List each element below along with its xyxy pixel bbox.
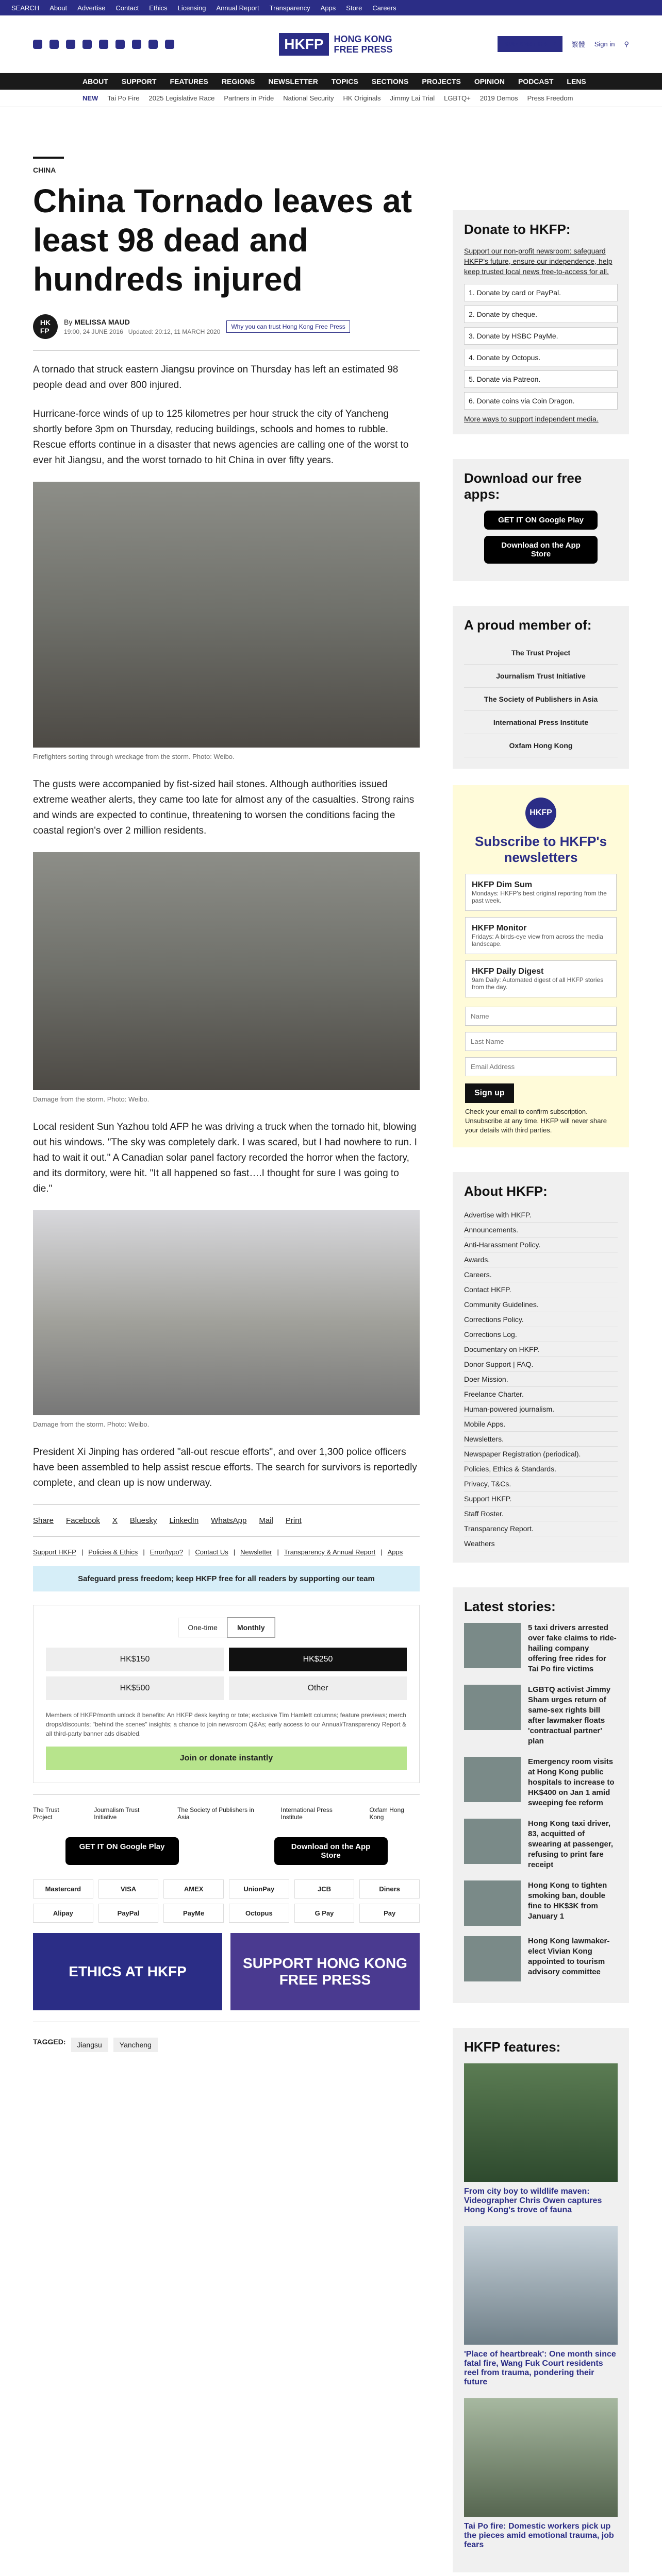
newsletter-option[interactable]: HKFP Monitor Fridays: A birds-eye view from across the media landscape. <box>465 917 617 954</box>
features-heading: HKFP features: <box>464 2039 561 2055</box>
image-caption: Firefighters sorting through wreckage from the storm. Photo: Weibo. <box>33 753 235 760</box>
about-link[interactable]: Policies, Ethics & Standards. <box>464 1462 618 1477</box>
safeguard-banner[interactable]: Safeguard press freedom; keep HKFP free for all readers by supporting our team <box>33 1566 420 1591</box>
new-label: NEW <box>82 94 98 102</box>
about-link[interactable]: Announcements. <box>464 1223 618 1238</box>
member-heading: A proud member of: <box>464 617 592 633</box>
payment-logo: G Pay <box>294 1904 355 1923</box>
share-link[interactable]: Bluesky <box>129 1516 157 1525</box>
share-link[interactable]: WhatsApp <box>211 1516 247 1525</box>
donate-method[interactable]: 3. Donate by HSBC PayMe. <box>464 327 618 345</box>
top-link[interactable]: Advertise <box>77 4 106 12</box>
member-list <box>464 641 618 757</box>
trust-link[interactable]: Why you can trust Hong Kong Free Press <box>226 320 350 333</box>
about-link[interactable]: Transparency Report. <box>464 1521 618 1536</box>
story-thumbnail <box>464 1936 521 1981</box>
about-list <box>464 1208 618 1551</box>
story-item[interactable]: Emergency room visits at Hong Kong public hospitals to increase to HK$400 on Jan 1 amid sweeping fee reform <box>464 1757 618 1808</box>
byline <box>33 314 420 339</box>
top-link[interactable]: Careers <box>372 4 396 12</box>
trending-bar <box>0 90 662 107</box>
tag[interactable]: Jiangsu <box>71 2038 108 2052</box>
nav-item[interactable]: TOPICS <box>331 77 358 86</box>
payment-logo: Mastercard <box>33 1879 93 1899</box>
main-nav <box>0 73 662 90</box>
about-link[interactable]: Contact HKFP. <box>464 1282 618 1297</box>
top-link[interactable]: Apps <box>320 4 336 12</box>
footer-link[interactable]: Policies & Ethics <box>88 1548 138 1556</box>
footer-link[interactable]: Support HKFP <box>33 1548 76 1556</box>
trend-link[interactable]: LGBTQ+ <box>444 94 471 102</box>
amount-option[interactable]: Other <box>229 1676 407 1700</box>
member-logo: Journalism Trust Initiative <box>94 1806 140 1821</box>
utility-links <box>498 36 629 52</box>
about-link[interactable]: Newsletters. <box>464 1432 618 1447</box>
footer-link[interactable]: Contact Us <box>195 1548 228 1556</box>
donate-heading: Donate to HKFP: <box>464 222 571 237</box>
app-store-badge[interactable]: Download on the App Store <box>274 1837 388 1865</box>
about-link[interactable]: Doer Mission. <box>464 1372 618 1387</box>
trend-link[interactable]: National Security <box>283 94 334 102</box>
latest-panel <box>453 1587 629 2003</box>
about-panel <box>453 1172 629 1563</box>
donate-widget <box>33 1605 420 1783</box>
payment-logo: JCB <box>294 1879 355 1899</box>
sidebar <box>453 107 629 2572</box>
feature-image[interactable] <box>464 2226 618 2345</box>
footer-link[interactable]: Newsletter <box>240 1548 272 1556</box>
paragraph: Local resident Sun Yazhou told AFP he was driving a truck when the tornado hit, blowing out his windows. "The sky was completely dark. I was scared, but I had nowhere to run. I had to wait it out." A Canadian solar panel factory recorded the horror when the factory, and its dormitory, were hit. "It all happened so fast….I thought for sure I was going to die." <box>33 1122 417 1194</box>
story-item[interactable]: 5 taxi drivers arrested over fake claims to ride-hailing company offering free rides for Tai Po fire victims <box>464 1623 618 1674</box>
footer-links: Support HKFP | Policies & Ethics | Error/typo? | Contact Us | Newsletter | Transparency & Annual Report | Apps <box>33 1548 403 1556</box>
signin-link[interactable]: Sign in <box>594 40 615 48</box>
site-logo[interactable] <box>279 33 392 56</box>
feature-image[interactable] <box>464 2063 618 2182</box>
story-thumbnail <box>464 1623 521 1668</box>
rss-icon[interactable] <box>165 40 174 49</box>
share-link[interactable]: Facebook <box>66 1516 100 1525</box>
bluesky-icon[interactable] <box>115 40 125 49</box>
payment-logo: Octopus <box>229 1904 289 1923</box>
payment-logo: Diners <box>359 1879 420 1899</box>
features-panel <box>453 2028 629 2572</box>
tag[interactable]: Yancheng <box>113 2038 158 2052</box>
story-item[interactable]: Hong Kong taxi driver, 83, acquitted of swearing at passenger, refusing to print fare receipt <box>464 1819 618 1870</box>
google-play-badge[interactable]: GET IT ON Google Play <box>65 1837 179 1865</box>
donate-methods <box>464 284 618 410</box>
top-link[interactable]: Licensing <box>177 4 206 12</box>
payment-logo: AMEX <box>163 1879 224 1899</box>
linkedin-icon[interactable] <box>99 40 108 49</box>
trend-link[interactable]: Jimmy Lai Trial <box>390 94 435 102</box>
nav-item[interactable]: OPINION <box>474 77 505 86</box>
about-link[interactable]: Privacy, T&Cs. <box>464 1477 618 1492</box>
story-thumbnail <box>464 1685 521 1730</box>
one-time-tab[interactable]: One-time <box>178 1618 227 1637</box>
hkfp-logo-icon: HKFP <box>525 798 556 828</box>
app-badges <box>33 1831 420 1871</box>
share-link[interactable]: Print <box>285 1516 302 1525</box>
trend-link[interactable]: 2025 Legislative Race <box>148 94 215 102</box>
story-item[interactable]: Hong Kong to tighten smoking ban, double fine to HK$3K from January 1 <box>464 1880 618 1926</box>
member-logo[interactable]: Oxfam Hong Kong <box>464 734 618 757</box>
member-logo[interactable]: International Press Institute <box>464 711 618 734</box>
divider <box>33 1794 420 1795</box>
member-logo: The Society of Publishers in Asia <box>177 1806 254 1821</box>
more-ways-link[interactable]: More ways to support independent media. <box>464 415 599 423</box>
divider <box>33 1536 420 1537</box>
story-item[interactable]: LGBTQ activist Jimmy Sham urges return of same-sex rights bill after lawmaker floats 'contractual partner' plan <box>464 1685 618 1747</box>
story-thumbnail <box>464 1819 521 1864</box>
top-utility-bar <box>0 0 662 15</box>
article-title: China Tornado leaves at least 98 dead and hundreds injured <box>33 182 412 298</box>
about-link[interactable]: Community Guidelines. <box>464 1297 618 1312</box>
last-name-field[interactable] <box>465 1032 617 1051</box>
divider <box>33 350 420 351</box>
member-logos-row <box>33 1806 420 1821</box>
donate-panel <box>453 210 629 434</box>
mail-icon[interactable] <box>148 40 158 49</box>
member-logo: International Press Institute <box>280 1806 333 1821</box>
support-banner[interactable]: SUPPORT HONG KONG FREE PRESS <box>230 1933 420 2010</box>
author-avatar: HK FP <box>33 314 58 339</box>
byline-text: By MELISSA MAUD 19:00, 24 JUNE 2016 Updated: 20:12, 11 MARCH 2020 <box>64 318 221 335</box>
about-link[interactable]: Newspaper Registration (periodical). <box>464 1447 618 1462</box>
logo-mark: HKFP <box>279 33 328 56</box>
tags-row <box>33 2038 420 2052</box>
nav-item[interactable]: FEATURES <box>170 77 208 86</box>
member-logo[interactable]: Journalism Trust Initiative <box>464 665 618 688</box>
logo-text: HONG KONG FREE PRESS <box>334 33 393 55</box>
paragraph: President Xi Jinping has ordered "all-out rescue efforts", and over 1,300 police officers have been assembled to help assist rescue efforts. The search for survivors is reportedly complete, and clean up is now underway. <box>33 1447 417 1488</box>
title-rule <box>33 157 64 159</box>
article-image <box>33 482 420 748</box>
about-heading: About HKFP: <box>464 1183 548 1199</box>
feature-image[interactable] <box>464 2398 618 2517</box>
nav-item[interactable]: SECTIONS <box>371 77 409 86</box>
story-thumbnail <box>464 1757 521 1802</box>
share-link[interactable]: Mail <box>259 1516 273 1525</box>
article-image <box>33 852 420 1090</box>
about-link[interactable]: Advertise with HKFP. <box>464 1208 618 1223</box>
about-link[interactable]: Awards. <box>464 1252 618 1267</box>
youtube-icon[interactable] <box>132 40 141 49</box>
about-link[interactable]: Freelance Charter. <box>464 1387 618 1402</box>
image-caption: Damage from the storm. Photo: Weibo. <box>33 1420 150 1428</box>
newsletter-heading: Subscribe to HKFP's newsletters <box>474 834 607 865</box>
paragraph: A tornado that struck eastern Jiangsu province on Thursday has left an estimated 98 people dead and over 800 injured. <box>33 364 399 391</box>
payment-logo: VISA <box>98 1879 159 1899</box>
search-icon[interactable]: ⚲ <box>624 40 629 48</box>
name-field[interactable] <box>465 1007 617 1026</box>
top-link[interactable]: SEARCH <box>11 4 40 12</box>
payment-logo: Alipay <box>33 1904 93 1923</box>
donate-method[interactable]: 2. Donate by cheque. <box>464 306 618 323</box>
donate-method[interactable]: 5. Donate via Patreon. <box>464 370 618 388</box>
trend-link[interactable]: Press Freedom <box>527 94 573 102</box>
article-kicker[interactable]: CHINA <box>33 166 56 174</box>
payment-logo: Pay <box>359 1904 420 1923</box>
google-play-badge[interactable]: GET IT ON Google Play <box>484 511 598 530</box>
member-logo[interactable]: The Trust Project <box>464 641 618 665</box>
donate-method[interactable]: 4. Donate by Octopus. <box>464 349 618 366</box>
member-logo: Oxfam Hong Kong <box>369 1806 404 1821</box>
tags-label: TAGGED: <box>33 2038 66 2046</box>
apps-panel <box>453 459 629 581</box>
newsletter-panel <box>453 785 629 1147</box>
amount-options <box>46 1648 407 1700</box>
nav-item[interactable]: PROJECTS <box>422 77 461 86</box>
newsletter-option[interactable]: HKFP Daily Digest 9am Daily: Automated digest of all HKFP stories from the day. <box>465 960 617 997</box>
updated-date: Updated: 20:12, 11 MARCH 2020 <box>128 328 221 335</box>
payment-methods <box>33 1879 420 1923</box>
nav-item[interactable]: REGIONS <box>221 77 255 86</box>
paragraph: Hurricane-force winds of up to 125 kilometres per hour struck the city of Yancheng shortly before 3pm on Thursday, reducing buildings, schools and homes to rubble. Rescue efforts continue in a disaster that news agencies are calling one of the worst to ever hit Jiangsu, and the worst tornado to hit China in over fifty years. <box>33 409 409 466</box>
amount-option[interactable]: HK$500 <box>46 1676 224 1700</box>
article-image <box>33 1210 420 1415</box>
about-link[interactable]: Careers. <box>464 1267 618 1282</box>
trend-link[interactable]: Partners in Pride <box>224 94 274 102</box>
share-bar <box>33 1516 420 1525</box>
about-link[interactable]: Anti-Harassment Policy. <box>464 1238 618 1252</box>
about-link[interactable]: Support HKFP. <box>464 1492 618 1506</box>
about-link[interactable]: Human-powered journalism. <box>464 1402 618 1417</box>
about-link[interactable]: Documentary on HKFP. <box>464 1342 618 1357</box>
instagram-icon[interactable] <box>66 40 75 49</box>
nav-item[interactable]: SUPPORT <box>121 77 157 86</box>
payment-logo: PayPal <box>98 1904 159 1923</box>
nav-item[interactable]: LENS <box>567 77 586 86</box>
signup-button[interactable]: Sign up <box>465 1083 514 1103</box>
amount-option[interactable]: HK$150 <box>46 1648 224 1671</box>
monthly-tab[interactable]: Monthly <box>227 1618 275 1637</box>
member-logo: The Trust Project <box>33 1806 59 1821</box>
donate-button[interactable]: Join or donate instantly <box>46 1747 407 1770</box>
footer-link[interactable]: Error/typo? <box>150 1548 184 1556</box>
about-link[interactable]: Donor Support | FAQ. <box>464 1357 618 1372</box>
image-caption: Damage from the storm. Photo: Weibo. <box>33 1095 150 1103</box>
feature-title[interactable]: Tai Po fire: Domestic workers pick up the pieces amid emotional trauma, job fears <box>464 2522 614 2549</box>
newsletter-note: Check your email to confirm subscription. Unsubscribe at any time. HKFP will never share your details with third parties. <box>465 1108 607 1134</box>
apps-heading: Download our free apps: <box>464 470 582 502</box>
share-link[interactable]: Share <box>33 1516 54 1525</box>
divider <box>33 1504 420 1505</box>
about-link[interactable]: Corrections Policy. <box>464 1312 618 1327</box>
facebook-icon[interactable] <box>33 40 42 49</box>
author-name[interactable]: MELISSA MAUD <box>74 318 130 326</box>
threads-icon[interactable] <box>82 40 92 49</box>
story-item[interactable]: Hong Kong lawmaker-elect Vivian Kong appointed to tourism advisory committee <box>464 1936 618 1981</box>
trend-link[interactable]: Tai Po Fire <box>107 94 140 102</box>
membership-note: Members of HKFP/month unlock 8 benefits: An HKFP desk keyring or tote; exclusive Tim Hamlett columns; feature previews; merch drops/discounts; "behind the scenes" insights; a chance to join newsroom Q&As; early access to our Annual/Transparency Report & all third-party banner ads disabled. <box>46 1711 407 1737</box>
member-panel <box>453 606 629 769</box>
article-column <box>33 107 420 2572</box>
feature-title[interactable]: From city boy to wildlife maven: Videographer Chris Owen captures Hong Kong's trove of fauna <box>464 2187 602 2214</box>
share-link[interactable]: X <box>112 1516 118 1525</box>
donate-text[interactable]: Support our non-profit newsroom: safeguard HKFP's future, ensure our independence, help keep trusted local news free-to-access for all. <box>464 247 613 276</box>
share-link[interactable]: LinkedIn <box>169 1516 199 1525</box>
top-link[interactable]: Contact <box>115 4 139 12</box>
app-store-badge[interactable]: Download on the App Store <box>484 536 598 564</box>
top-link[interactable]: Store <box>346 4 362 12</box>
footer-link[interactable]: Apps <box>387 1548 403 1556</box>
about-link[interactable]: Corrections Log. <box>464 1327 618 1342</box>
top-link[interactable]: Transparency <box>269 4 310 12</box>
top-link[interactable]: Ethics <box>149 4 168 12</box>
latest-heading: Latest stories: <box>464 1599 556 1614</box>
x-icon[interactable] <box>49 40 59 49</box>
trend-link[interactable]: 2019 Demos <box>479 94 518 102</box>
paragraph: The gusts were accompanied by fist-sized hail stones. Although authorities issued extreme weather alerts, they came too late for almost any of the casualties. Strong rains and winds are expected to continue, threatening to worsen the conditions facing the coastal region's over 2 million residents. <box>33 779 415 836</box>
about-link[interactable]: Weathers <box>464 1536 618 1551</box>
newsletter-option[interactable]: HKFP Dim Sum Mondays: HKFP's best original reporting from the past week. <box>465 874 617 911</box>
nav-item[interactable]: NEWSLETTER <box>268 77 318 86</box>
frequency-toggle <box>46 1618 407 1637</box>
nav-item[interactable]: ABOUT <box>82 77 108 86</box>
about-link[interactable]: Staff Roster. <box>464 1506 618 1521</box>
brand-bar <box>0 15 662 73</box>
social-icons <box>33 40 174 49</box>
payment-logo: PayMe <box>163 1904 224 1923</box>
support-button[interactable]: SUPPORT HKFP <box>498 36 562 52</box>
about-link[interactable]: Mobile Apps. <box>464 1417 618 1432</box>
trend-link[interactable]: HK Originals <box>343 94 381 102</box>
publish-date: 19:00, 24 JUNE 2016 <box>64 328 123 335</box>
member-logo[interactable]: The Society of Publishers in Asia <box>464 688 618 711</box>
amount-option-selected[interactable]: HK$250 <box>229 1648 407 1671</box>
payment-logo: UnionPay <box>229 1879 289 1899</box>
donate-method[interactable]: 6. Donate coins via Coin Dragon. <box>464 392 618 410</box>
donate-method[interactable]: 1. Donate by card or PayPal. <box>464 284 618 301</box>
footer-link[interactable]: Transparency & Annual Report <box>284 1548 376 1556</box>
language-link[interactable]: 繁體 <box>571 41 585 48</box>
feature-title[interactable]: 'Place of heartbreak': One month since fatal fire, Wang Fuk Court residents reel from trauma, pondering their future <box>464 2350 616 2386</box>
top-link[interactable]: About <box>49 4 68 12</box>
nav-item[interactable]: PODCAST <box>518 77 554 86</box>
top-link[interactable]: Annual Report <box>216 4 259 12</box>
email-field[interactable] <box>465 1057 617 1076</box>
promo-banners <box>33 1933 420 2010</box>
story-thumbnail <box>464 1880 521 1926</box>
ethics-banner[interactable]: ETHICS AT HKFP <box>33 1933 222 2010</box>
